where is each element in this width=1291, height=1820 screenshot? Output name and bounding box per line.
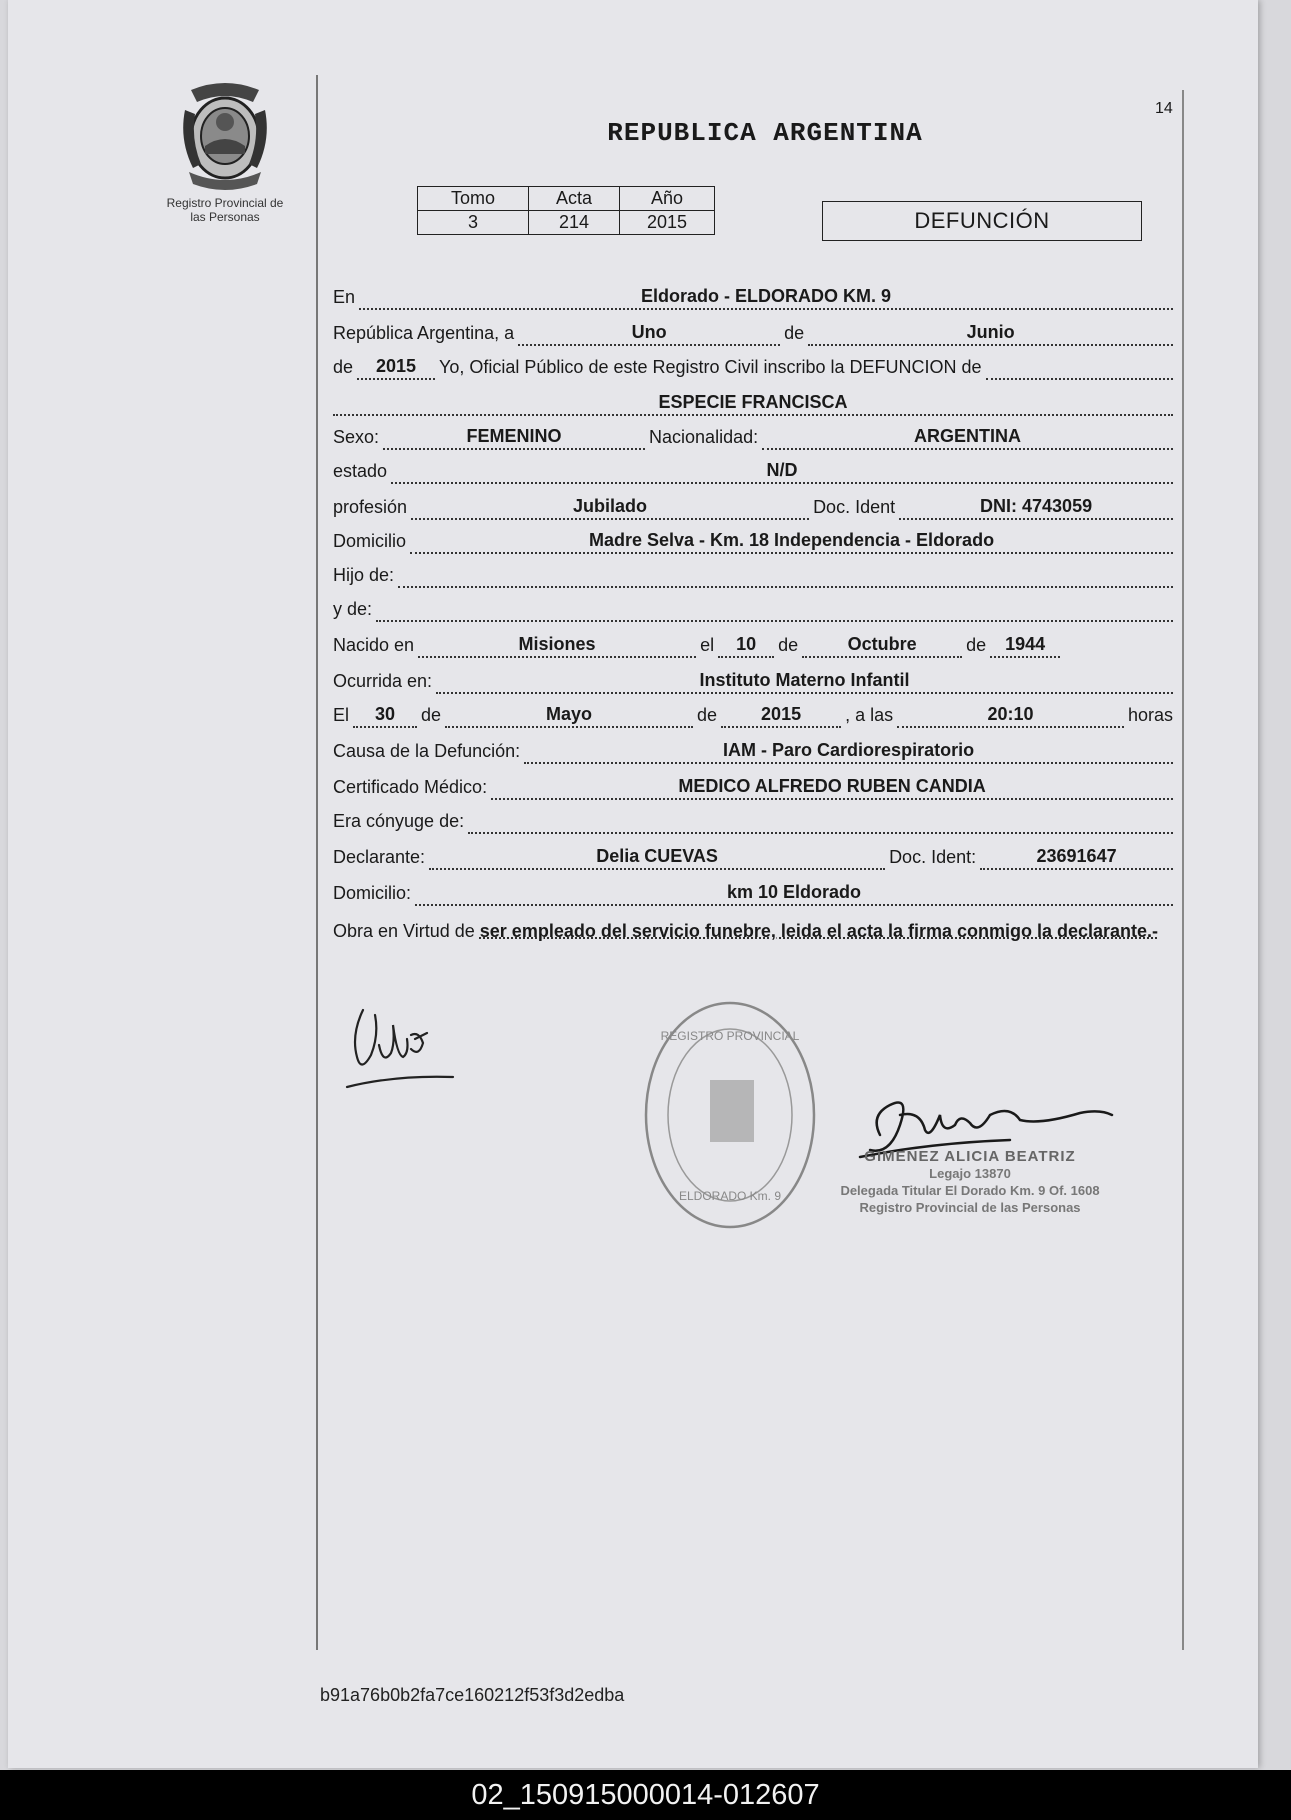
row-republica [333,314,1173,346]
doc-type-box: DEFUNCIÓN [822,201,1142,241]
declarant-signature [345,995,465,1095]
label-ocurrida: Ocurrida en: [333,671,433,691]
row-estado [333,452,1173,484]
value-nacido: Misiones [418,634,696,658]
row-domicilio [333,522,1173,554]
value-def-day: 30 [353,704,417,728]
label-de-nac2: de [966,635,987,655]
header-acta: Acta [529,187,620,211]
row-ocurrida [333,662,1173,694]
label-certificado: Certificado Médico: [333,777,488,797]
value-hijo [398,585,1173,588]
value-year: 2015 [357,356,435,380]
row-causa [333,732,1173,764]
tomo-acta-ano-table [417,186,715,235]
value-oficial-blank [986,377,1173,380]
value-month: Junio [808,322,1173,346]
value-profesion: Jubilado [411,496,809,520]
row-hijo [333,556,1173,588]
official-title: Delegada Titular El Dorado Km. 9 Of. 1608 [840,1183,1100,1198]
value-causa: IAM - Paro Cardiorespiratorio [524,740,1173,764]
value-def-year: 2015 [721,704,841,728]
value-tomo: 3 [418,211,529,235]
document-hash: b91a76b0b2fa7ce160212f53f3d2edba [320,1685,625,1705]
label-oficial: Yo, Oficial Público de este Registro Civil inscribo la DEFUNCION de [439,357,982,377]
value-nac-year: 1944 [990,634,1060,658]
value-day: Uno [518,322,780,346]
scan-id-bar [0,1770,1291,1820]
value-def-month: Mayo [445,704,693,728]
header-ano: Año [620,187,715,211]
label-horas: horas [1127,705,1173,725]
official-legajo: Legajo 13870 [929,1166,1011,1181]
seal-caption-line2: las Personas [190,210,260,224]
label-de: de [784,323,805,343]
value-certificado: MEDICO ALFREDO RUBEN CANDIA [491,776,1173,800]
value-obra: ser empleado del servicio funebre, leida el acta la firma conmigo la declarante.- [479,921,1159,941]
row-yde [333,590,1173,622]
label-el: el [700,635,715,655]
value-deceased-name: ESPECIE FRANCISCA [333,392,1173,416]
left-margin-line [316,75,318,1650]
value-en: Eldorado - ELDORADO KM. 9 [359,286,1173,310]
value-doc-ident: DNI: 4743059 [899,496,1173,520]
label-doc-ident2: Doc. Ident: [889,847,977,867]
value-acta: 214 [529,211,620,235]
row-name [333,384,1173,416]
label-de-nac: de [778,635,799,655]
page-title: REPUBLICA ARGENTINA [607,118,923,148]
value-ocurrida: Instituto Materno Infantil [436,670,1173,694]
row-profesion [333,488,1173,520]
value-nacionalidad: ARGENTINA [762,426,1173,450]
label-causa: Causa de la Defunción: [333,741,521,761]
label-el-cap: El [333,705,350,725]
label-yde: y de: [333,599,373,619]
right-margin-line [1182,90,1184,1650]
official-name: GIMENEZ ALICIA BEATRIZ [864,1148,1076,1165]
obra-en-virtud [333,920,1175,942]
row-oficial [333,348,1173,380]
label-de-def: de [421,705,442,725]
row-fecha-defuncion [333,696,1173,728]
row-en [333,278,1173,310]
page-number: 14 [1155,100,1173,117]
value-domicilio: Madre Selva - Km. 18 Independencia - Eldorado [410,530,1173,554]
label-nacionalidad: Nacionalidad: [649,427,759,447]
value-sexo: FEMENINO [383,426,645,450]
header-tomo: Tomo [418,187,529,211]
label-domicilio: Domicilio [333,531,407,551]
label-declarante: Declarante: [333,847,426,867]
official-registry: Registro Provincial de las Personas [859,1200,1081,1215]
province-seal [150,80,300,224]
label-doc-ident: Doc. Ident [813,497,896,517]
label-de-year: de [333,357,354,377]
label-estado: estado [333,461,388,481]
value-estado: N/D [391,460,1173,484]
label-republica: República Argentina, a [333,323,515,343]
value-doc-ident2: 23691647 [980,846,1173,870]
row-conyuge [333,802,1173,834]
row-sexo [333,418,1173,450]
value-ano: 2015 [620,211,715,235]
label-hijo: Hijo de: [333,565,395,585]
value-conyuge [468,831,1173,834]
label-sexo: Sexo: [333,427,380,447]
svg-text:ELDORADO Km. 9: ELDORADO Km. 9 [678,1189,782,1203]
misiones-seal-icon [173,80,277,190]
label-conyuge: Era cónyuge de: [333,811,465,831]
value-nac-day: 10 [718,634,774,658]
row-domicilio2 [333,874,1173,906]
value-def-time: 20:10 [897,704,1124,728]
label-nacido: Nacido en [333,635,415,655]
value-declarante: Delia CUEVAS [429,846,885,870]
label-de-def2: de [697,705,718,725]
row-nacido [333,626,1173,658]
value-nac-month: Octubre [802,634,962,658]
official-stamp-icon [640,990,820,1240]
seal-caption-line1: Registro Provincial de [166,196,284,210]
row-declarante [333,838,1173,870]
value-domicilio2: km 10 Eldorado [415,882,1173,906]
label-profesion: profesión [333,497,408,517]
label-obra: Obra en Virtud de [333,921,475,941]
official-block [825,1148,1115,1216]
label-domicilio2: Domicilio: [333,883,412,903]
value-yde [376,619,1173,622]
row-certificado [333,768,1173,800]
scan-id: 02_150915000014-012607 [471,1778,820,1811]
label-en: En [333,287,356,307]
label-alas: , a las [845,705,894,725]
svg-text:REGISTRO PROVINCIAL: REGISTRO PROVINCIAL [660,1029,800,1043]
